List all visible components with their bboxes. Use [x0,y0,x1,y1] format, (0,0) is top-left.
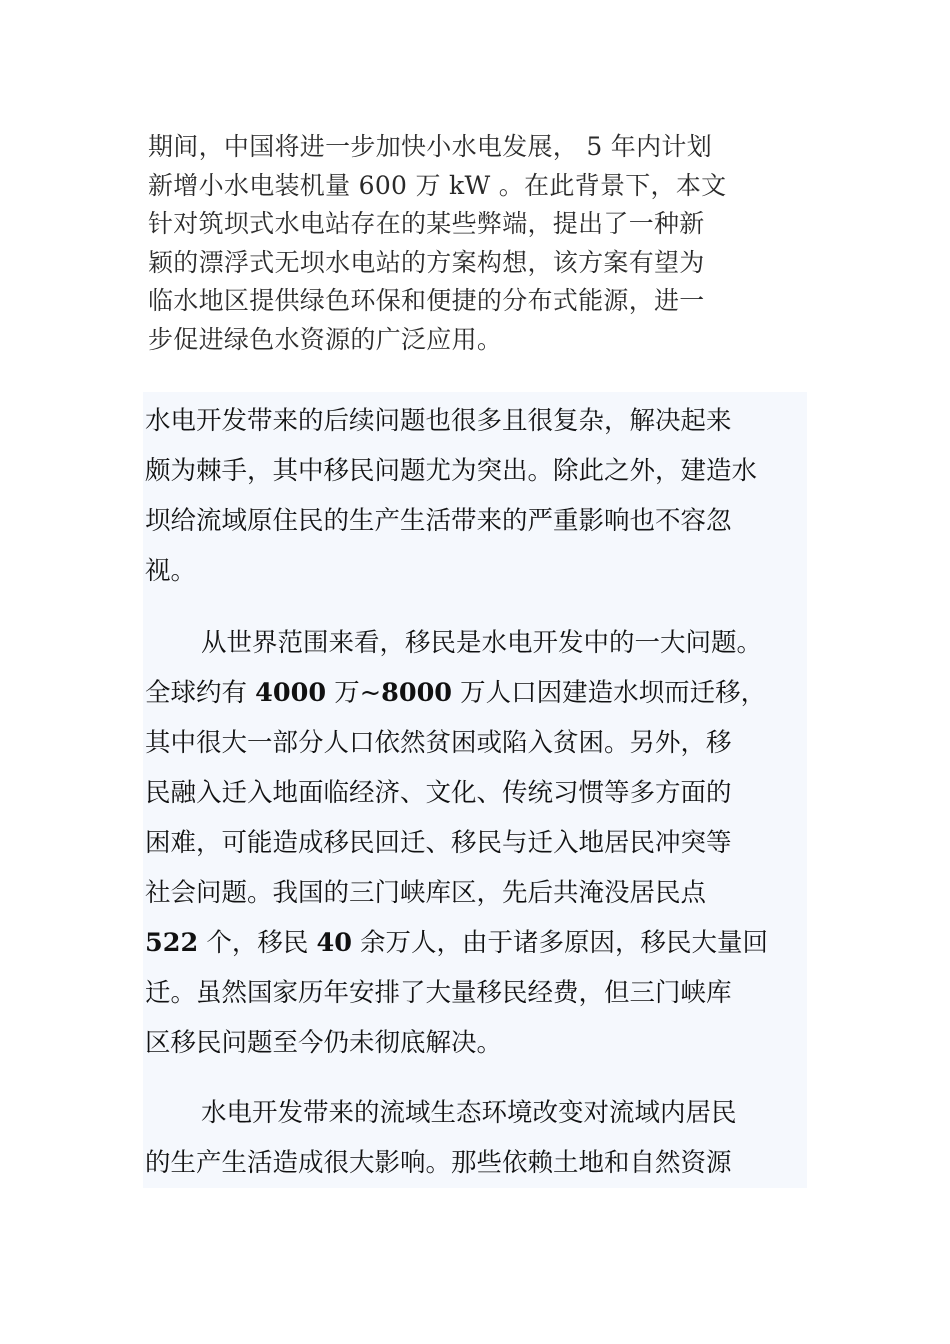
p1-line-1: 水电开发带来的后续问题也很多且很复杂，解决起来 [145,406,732,436]
p1-line-2: 颇为棘手，其中移民问题尤为突出。除此之外，建造水 [145,456,758,486]
p2-line-2 [145,668,766,718]
p2-line-7-a: 个，移民 [198,928,317,958]
p3-line-2: 的生产生活造成很大影响。那些依赖土地和自然资源 [145,1148,732,1178]
scanned-paragraph [148,128,808,359]
p2-line-9: 区移民问题至今仍未彻底解决。 [145,1028,503,1058]
p2-line-5: 困难，可能造成移民回迁、移民与迁入地居民冲突等 [145,828,732,858]
scan-line-4: 颖的漂浮式无坝水电站的方案构想，该方案有望为 [148,247,705,277]
scan-line-2: 新增小水电装机量 600 万 kW 。在此背景下，本文 [148,170,727,200]
p2-line-7 [145,918,768,968]
p2-number-522: 522 [145,928,199,958]
p2-line-2-b: 万~ [326,678,382,708]
scan-line-3: 针对筑坝式水电站存在的某些弊端，提出了一种新 [148,209,705,238]
p2-line-6: 社会问题。我国的三门峡库区，先后共淹没居民点 [145,878,707,908]
p2-line-2-a: 全球约有 [145,678,256,708]
p2-line-3: 其中很大一部分人口依然贫困或陷入贫困。另外，移 [145,728,732,758]
p2-line-1: 从世界范围来看，移民是水电开发中的一大问题。 [201,628,763,658]
scan-line-5: 临水地区提供绿色环保和便捷的分布式能源，进一 [148,286,705,315]
p2-line-8: 迁。虽然国家历年安排了大量移民经费，但三门峡库 [145,978,732,1008]
p2-number-4000: 4000 [255,678,327,708]
p2-number-8000: 8000 [381,678,453,708]
p1-line-4: 视。 [145,556,197,586]
p3-line-1: 水电开发带来的流域生态环境改变对流域内居民 [201,1098,737,1128]
p2-number-40: 40 [316,928,352,958]
p2-line-7-b: 余万人，由于诸多原因，移民大量回 [351,928,769,958]
body-text-block [143,392,807,1188]
p1-line-3: 坝给流域原住民的生产生活带来的严重影响也不容忽 [145,506,732,536]
scan-line-6: 步促进绿色水资源的广泛应用。 [148,324,503,354]
p2-line-2-c: 万人口因建造水坝而迁移， [452,678,767,708]
p2-line-4: 民融入迁入地面临经济、文化、传统习惯等多方面的 [145,778,732,808]
scan-line-1: 期间，中国将进一步加快小水电发展， 5 年内计划 [148,132,713,161]
